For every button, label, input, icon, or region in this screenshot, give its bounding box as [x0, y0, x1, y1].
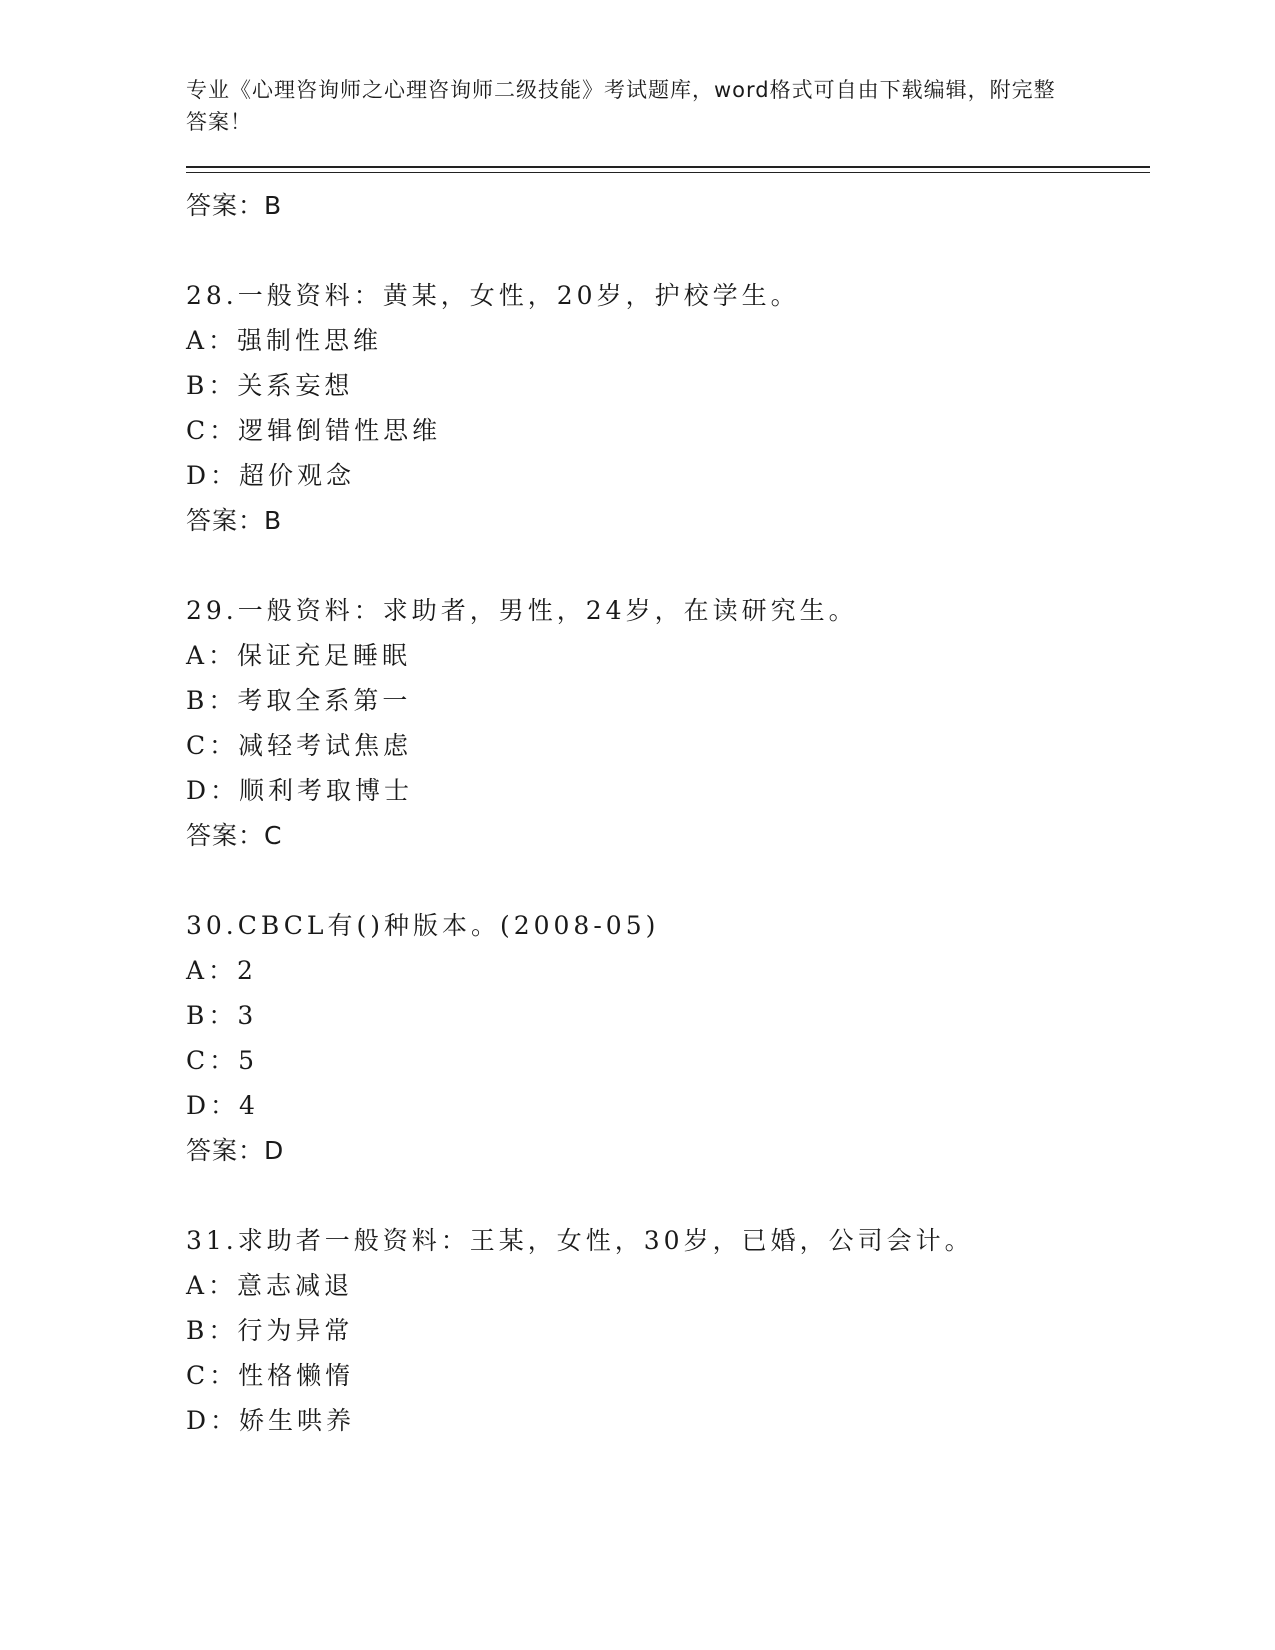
option-c: C：逻辑倒错性思维	[186, 416, 442, 445]
question-30	[186, 903, 1150, 1173]
question-28	[186, 273, 1150, 543]
header-divider	[186, 166, 1150, 173]
option-b: B：考取全系第一	[186, 686, 412, 715]
document-header: 专业《心理咨询师之心理咨询师二级技能》考试题库，word格式可自由下载编辑，附完整答案！	[186, 78, 1056, 134]
question-stem: 31.求助者一般资料：王某，女性，30岁，已婚，公司会计。	[186, 1226, 974, 1255]
option-a: A：意志减退	[186, 1271, 354, 1300]
answer-line: 答案：D	[186, 1136, 285, 1165]
answer-line: 答案：C	[186, 821, 283, 850]
option-c: C：性格懒惰	[186, 1361, 355, 1390]
question-31	[186, 1218, 1150, 1443]
option-a: A：保证充足睡眠	[186, 641, 412, 670]
option-b: B：关系妄想	[186, 371, 354, 400]
option-d: D：顺利考取博士	[186, 776, 414, 805]
option-d: D：超价观念	[186, 461, 356, 490]
question-stem: 30.CBCL有()种版本。(2008-05)	[186, 911, 660, 940]
option-d: D：娇生哄养	[186, 1406, 356, 1435]
answer-line: 答案：B	[186, 191, 283, 220]
option-d: D：4	[186, 1091, 259, 1120]
option-c: C：5	[186, 1046, 259, 1075]
option-a: A：强制性思维	[186, 326, 383, 355]
question-29	[186, 588, 1150, 858]
question-stem: 28.一般资料：黄某，女性，20岁，护校学生。	[186, 281, 800, 310]
document-page	[186, 74, 1150, 1443]
answer-line: 答案：B	[186, 506, 283, 535]
option-b: B：3	[186, 1001, 258, 1030]
option-c: C：减轻考试焦虑	[186, 731, 413, 760]
question-stem: 29.一般资料：求助者，男性，24岁，在读研究生。	[186, 596, 858, 625]
option-a: A：2	[186, 956, 257, 985]
option-b: B：行为异常	[186, 1316, 354, 1345]
